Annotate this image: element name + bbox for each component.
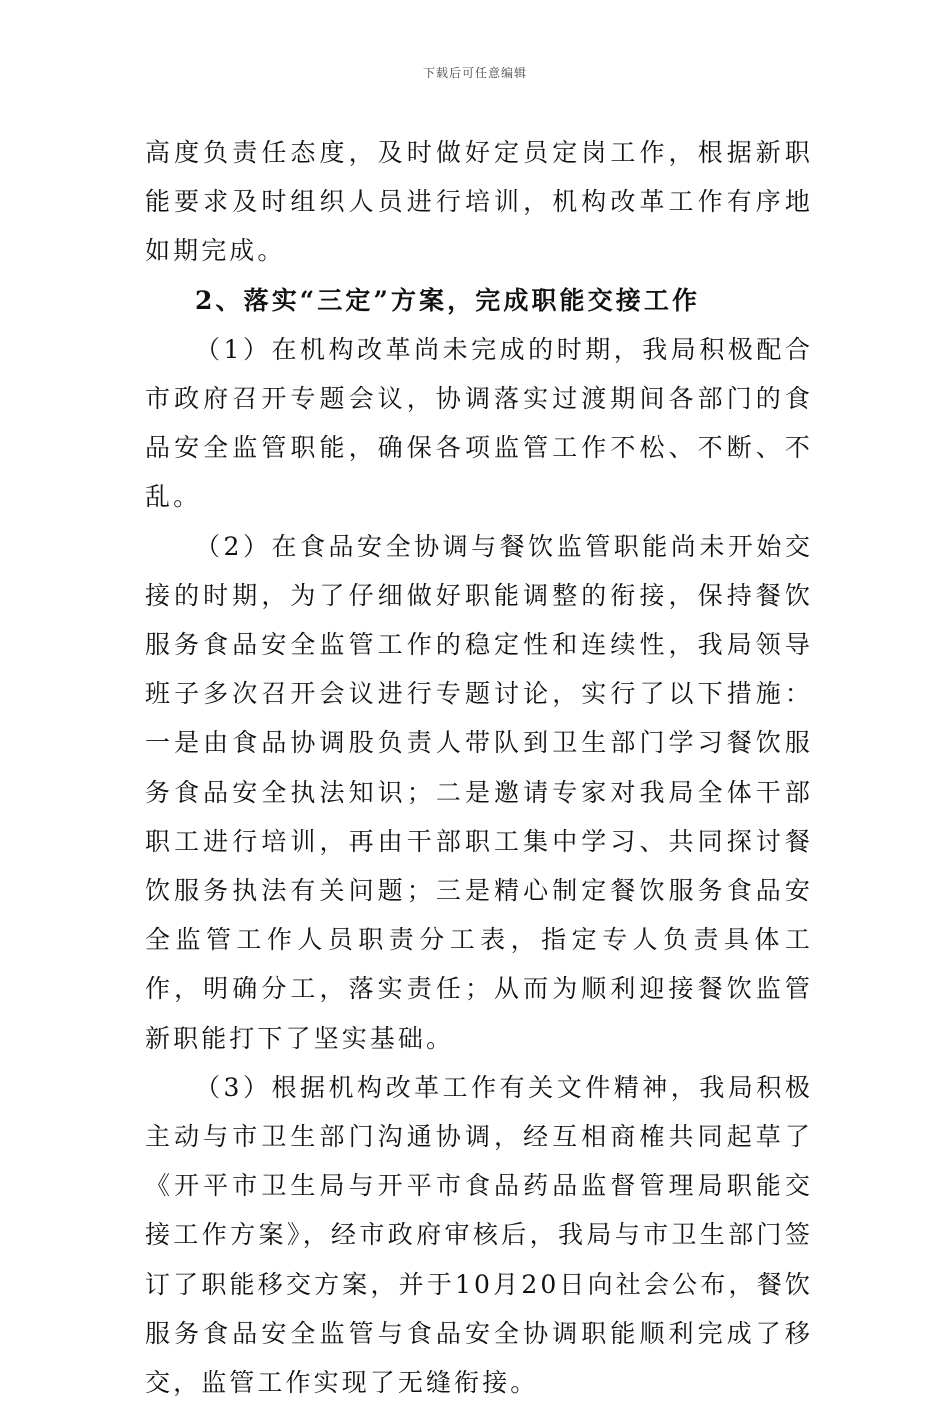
paragraph-item-3: （3）根据机构改革工作有关文件精神，我局积极主动与市卫生部门沟通协调，经互相商榷共同起草了《开平市卫生局与开平市食品药品监督管理局职能交接工作方案》，经市政府审核后，我局与市卫生部门签订了职能移交方案，并于10月20日向社会公布，餐饮服务食品安全监管与食品安全协调职能顺利完成了移交，监管工作实现了无缝衔接。 [145,1072,813,1398]
paragraph-item-1: （1）在机构改革尚未完成的时期，我局积极配合市政府召开专题会议，协调落实过渡期间各部门的食品安全监管职能，确保各项监管工作不松、不断、不乱。 [145,334,813,512]
page-header: 下载后可任意编辑 [422,66,527,80]
document-body [145,128,813,1407]
paragraph-continuation: 高度负责任态度，及时做好定员定岗工作，根据新职能要求及时组织人员进行培训，机构改革工作有序地如期完成。 [145,138,813,266]
section-heading: 2、落实“三定”方案，完成职能交接工作 [195,285,701,315]
paragraph-item-2: （2）在食品安全协调与餐饮监管职能尚未开始交接的时期，为了仔细做好职能调整的衔接，保持餐饮服务食品安全监管工作的稳定性和连续性，我局领导班子多次召开会议进行专题讨论，实行了以下措施：一是由食品协调股负责人带队到卫生部门学习餐饮服务食品安全执法知识；二是邀请专家对我局全体干部职工进行培训，再由干部职工集中学习、共同探讨餐饮服务执法有关问题；三是精心制定餐饮服务食品安全监管工作人员职责分工表，指定专人负责具体工作，明确分工，落实责任；从而为顺利迎接餐饮监管新职能打下了坚实基础。 [145,531,813,1053]
